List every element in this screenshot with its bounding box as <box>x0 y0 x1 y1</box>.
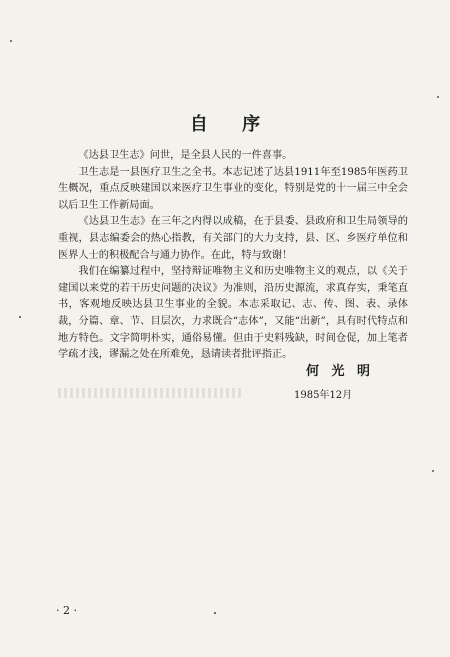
paragraph-1: 《达县卫生志》问世，是全县人民的一件喜事。 <box>78 150 293 161</box>
signature-date: 1985年12月 <box>294 390 353 401</box>
paragraph-3: 《达县卫生志》在三年之内得以成稿，在于县委、县政府和卫生局领导的重视，县志编委会的热心指教，有关部门的大力支持，县、区、乡医疗单位和医界人士的积极配合与通力协作。在此，特与致谢！ <box>58 216 408 261</box>
preface-body <box>58 148 408 364</box>
page-title: 自 序 <box>189 114 275 135</box>
scan-speck <box>437 96 439 98</box>
scan-speck <box>432 470 434 472</box>
scan-smudge <box>58 388 244 398</box>
paragraph-4: 我们在编纂过程中，坚持辩证唯物主义和历史唯物主义的观点，以《关于建国以来党的若干历史问题的决议》为准则，沿历史源流，求真存实，秉笔直书，客观地反映达县卫生事业的全貌。本志采取记、志、传、图、表、录体裁，分篇、章、节、目层次，力求既合“志体”，又能“出新”，具有时代特点和地方特色。文字简明朴实，通俗易懂。但由于史料残缺，时间仓促，加上笔者学疏才浅，谬漏之处在所难免，恳请读者批评指正。 <box>58 266 408 361</box>
scan-speck <box>19 316 21 318</box>
page-number: · 2 · <box>56 604 77 617</box>
author-signature: 何 光 明 <box>306 364 375 379</box>
scan-speck <box>10 40 12 42</box>
scan-speck <box>214 612 216 614</box>
paragraph-2: 卫生志是一县医疗卫生之全书。本志记述了达县1911年至1985年医药卫生概况，重点反映建国以来医疗卫生事业的变化，特别是党的十一届三中全会以后卫生工作新局面。 <box>58 166 408 211</box>
